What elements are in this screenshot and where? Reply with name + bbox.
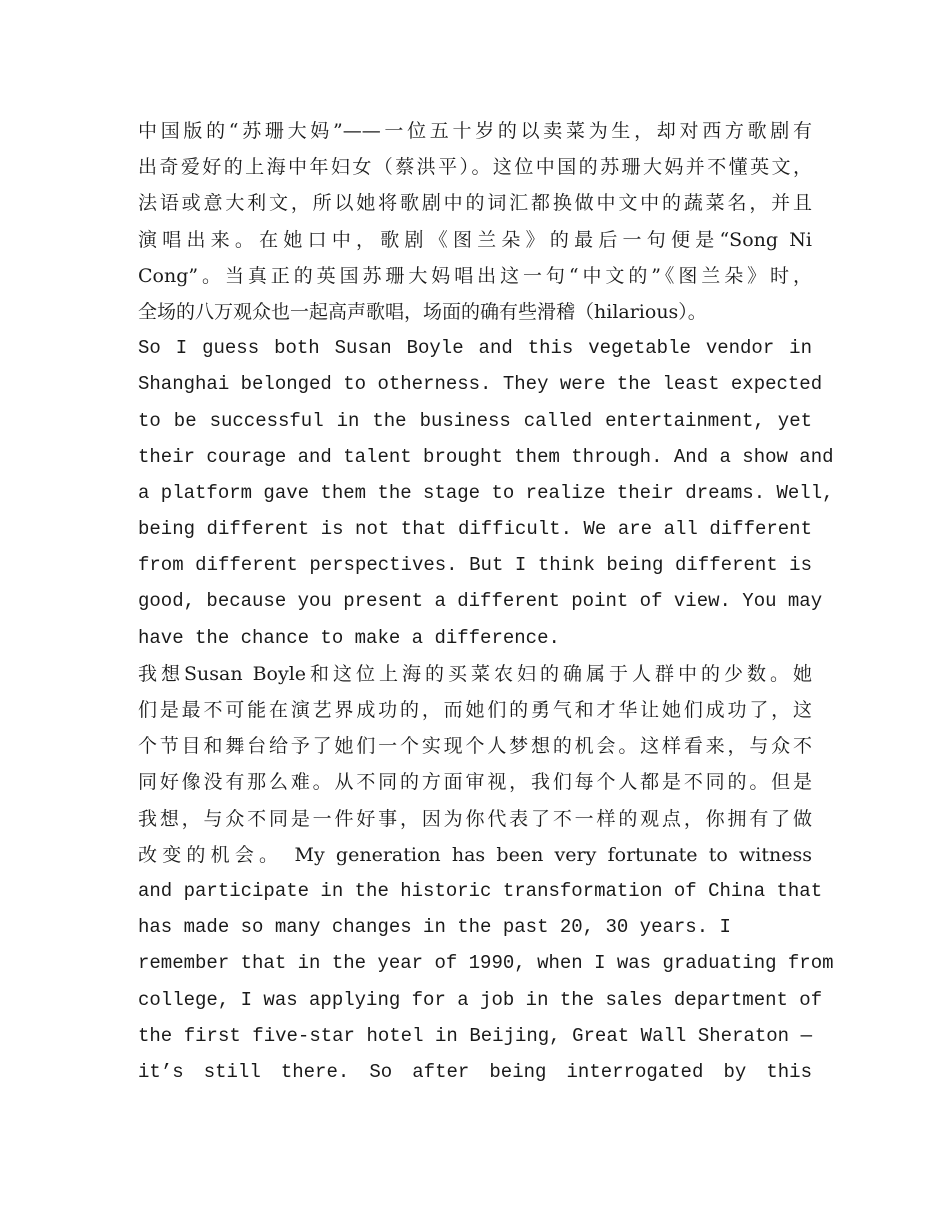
text-line: from different perspectives. But I think being different is xyxy=(138,554,812,577)
text-line: 改变的机会。 My generation has been very fortunate to witness xyxy=(138,843,812,866)
text-line: 出奇爱好的上海中年妇女（蔡洪平）。这位中国的苏珊大妈并不懂英文， xyxy=(138,156,812,179)
text-line: 演唱出来。在她口中，歌剧《图兰朵》的最后一句便是“Song Ni xyxy=(138,228,812,251)
text-line: have the chance to make a difference. xyxy=(138,626,560,649)
text-line: Cong”。当真正的英国苏珊大妈唱出这一句“中文的”《图兰朵》时， xyxy=(138,264,812,287)
text-line: good, because you present a different point of view. You may xyxy=(138,590,823,613)
text-line: and participate in the historic transformation of China that xyxy=(138,879,823,902)
text-line: 全场的八万观众也一起高声歌唱，场面的确有些滑稽（hilarious）。 xyxy=(138,300,707,323)
text-line: 们是最不可能在演艺界成功的，而她们的勇气和才华让她们成功了，这 xyxy=(138,699,812,721)
text-line: 中国版的“苏珊大妈”——一位五十岁的以卖菜为生，却对西方歌剧有 xyxy=(138,120,812,142)
text-line: 我想，与众不同是一件好事，因为你代表了不一样的观点，你拥有了做 xyxy=(138,807,812,830)
text-line: college, I was applying for a job in the sales department of xyxy=(138,988,823,1011)
text-line: 个节目和舞台给予了她们一个实现个人梦想的机会。这样看来，与众不 xyxy=(138,735,812,758)
text-line: being different is not that difficult. We are all different xyxy=(138,518,812,541)
text-line: 同好像没有那么难。从不同的方面审视，我们每个人都是不同的。但是 xyxy=(138,771,812,794)
document-body xyxy=(138,113,834,1090)
text-line: it’s still there. So after being interrogated by this xyxy=(138,1060,812,1083)
text-line: to be successful in the business called entertainment, yet xyxy=(138,409,812,432)
text-line: So I guess both Susan Boyle and this vegetable vendor in xyxy=(138,337,812,360)
text-line: 我想Susan Boyle和这位上海的买菜农妇的确属于人群中的少数。她 xyxy=(138,662,812,685)
text-line: 法语或意大利文，所以她将歌剧中的词汇都换做中文中的蔬菜名，并且 xyxy=(138,192,812,215)
text-line: Shanghai belonged to otherness. They were the least expected xyxy=(138,373,823,396)
text-line: a platform gave them the stage to realize their dreams. Well, xyxy=(138,481,834,504)
text-line: has made so many changes in the past 20, 30 years. I xyxy=(138,916,731,939)
text-line: remember that in the year of 1990, when I was graduating from xyxy=(138,952,834,975)
text-line: their courage and talent brought them through. And a show and xyxy=(138,445,834,468)
text-line: the first five-star hotel in Beijing, Great Wall Sheraton — xyxy=(138,1024,812,1047)
